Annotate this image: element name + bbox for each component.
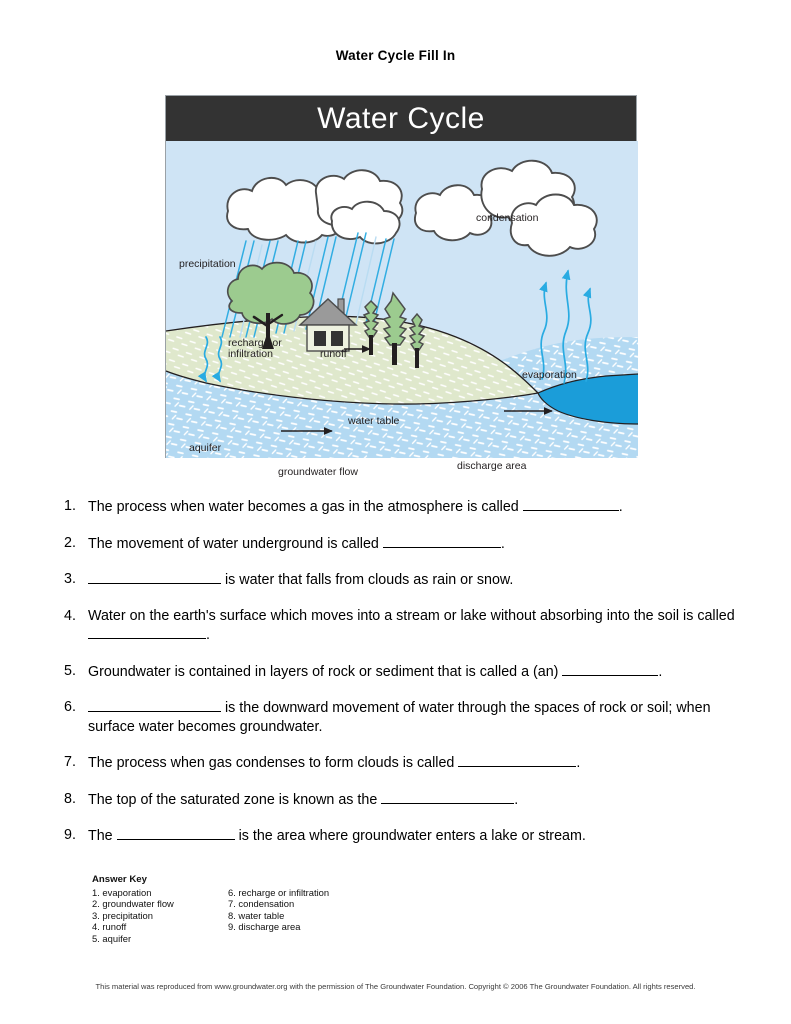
water-cycle-diagram	[165, 95, 637, 478]
answer-blank[interactable]	[562, 662, 658, 676]
label-condensation: condensation	[476, 212, 539, 224]
answer-key-item: 9. discharge area	[228, 921, 301, 933]
question-number: 6.	[64, 699, 76, 715]
question-number: 4.	[64, 607, 76, 624]
question-item	[64, 607, 744, 645]
question-number: 1.	[64, 498, 76, 514]
question-text: The is the area where groundwater enters a lake or stream.	[88, 828, 586, 844]
answer-blank[interactable]	[458, 753, 576, 767]
question-text: The top of the saturated zone is known as the .	[88, 791, 519, 808]
answer-key-item: 5. aquifer	[92, 932, 132, 944]
label-groundwater-flow: groundwater flow	[278, 466, 358, 478]
answer-blank[interactable]	[117, 826, 235, 840]
diagram-title: Water Cycle	[317, 101, 485, 135]
question-item	[64, 790, 744, 810]
answer-blank[interactable]	[88, 625, 206, 639]
diagram-scene	[166, 141, 638, 458]
answer-key-column-left	[92, 887, 228, 945]
answer-key-item: 1. evaporation	[92, 886, 152, 898]
question-item	[64, 698, 744, 736]
question-number: 2.	[64, 534, 76, 551]
questions-list	[64, 497, 744, 863]
question-text: The process when gas condenses to form clouds is called .	[88, 755, 581, 771]
answer-key-item: 6. recharge or infiltration	[228, 886, 330, 898]
answer-key-item: 7. condensation	[228, 898, 295, 910]
answer-key	[92, 874, 492, 945]
label-discharge-area: discharge area	[457, 460, 527, 472]
question-number: 9.	[64, 827, 76, 843]
question-text: Groundwater is contained in layers of rock or sediment that is called a (an) .	[88, 663, 663, 680]
answer-blank[interactable]	[381, 790, 514, 804]
label-infiltration-line2: infiltration	[228, 348, 273, 360]
label-precipitation: precipitation	[179, 258, 236, 270]
answer-key-column-right	[228, 887, 448, 945]
question-text: The movement of water underground is called .	[88, 535, 505, 552]
answer-blank[interactable]	[523, 497, 619, 511]
answer-key-title: Answer Key	[92, 874, 147, 885]
answer-key-item: 4. runoff	[92, 921, 127, 933]
page-title: Water Cycle Fill In	[335, 48, 456, 63]
question-number: 3.	[64, 571, 76, 587]
question-item	[64, 753, 744, 773]
label-evaporation: evaporation	[522, 369, 577, 381]
answer-key-item: 3. precipitation	[92, 909, 153, 921]
footer-copyright: This material was reproduced from www.groundwater.org with the permission of The Groundwater Foundation. Copyright © 2006 The Groundwater Foundation. All rights reserved.	[95, 982, 696, 991]
label-recharge-line1: recharge or	[228, 337, 282, 349]
question-item	[64, 534, 744, 554]
question-number: 7.	[64, 754, 76, 770]
question-item	[64, 826, 744, 846]
question-item	[64, 497, 744, 517]
question-item	[64, 662, 744, 682]
question-text: The process when water becomes a gas in the atmosphere is called .	[88, 499, 623, 515]
question-number: 5.	[64, 662, 76, 679]
diagram-header	[166, 96, 636, 141]
answer-key-item: 2. groundwater flow	[92, 898, 174, 910]
answer-blank[interactable]	[383, 534, 501, 548]
answer-blank[interactable]	[88, 698, 221, 712]
label-water-table: water table	[348, 415, 400, 427]
label-runoff: runoff	[320, 348, 347, 360]
question-text: is water that falls from clouds as rain or snow.	[88, 570, 744, 590]
label-aquifer: aquifer	[189, 442, 222, 454]
question-number: 8.	[64, 790, 76, 807]
question-text: is the downward movement of water through the spaces of rock or soil; when surface water becomes groundwater.	[88, 700, 711, 735]
answer-blank[interactable]	[88, 570, 221, 584]
question-item	[64, 570, 744, 590]
question-text: Water on the earth's surface which moves into a stream or lake without absorbing into the soil is called .	[88, 607, 735, 643]
answer-key-item: 8. water table	[228, 909, 285, 921]
